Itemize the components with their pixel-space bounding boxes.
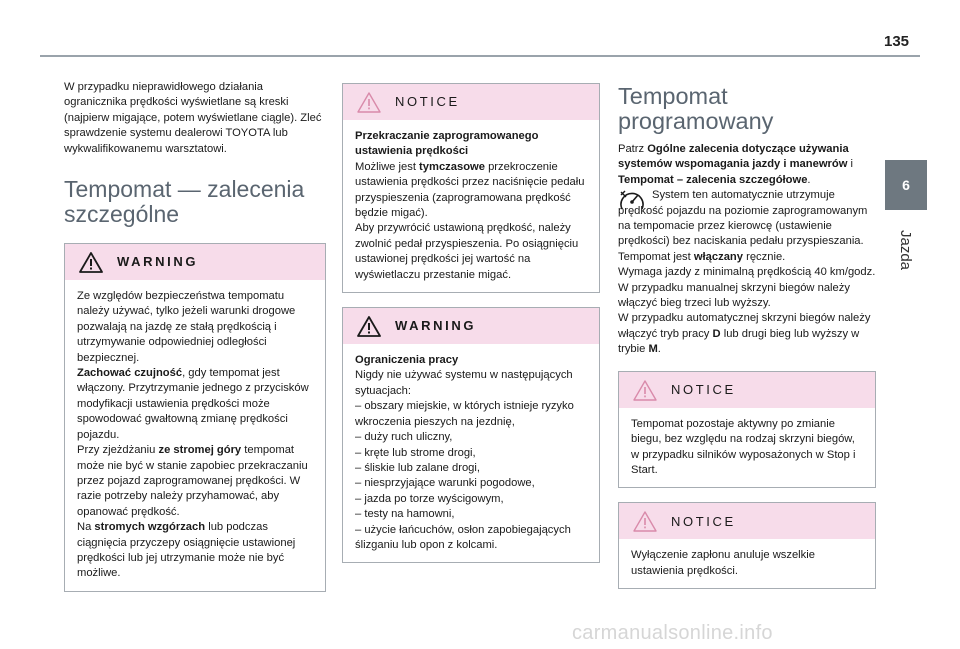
warning-box [64, 243, 326, 592]
notice-header-2 [619, 372, 875, 408]
warning2-bold-1: Ograniczenia pracy [355, 354, 459, 367]
warning-triangle-icon [633, 379, 657, 401]
intro-reference [618, 142, 876, 188]
ref-span-e: . [807, 173, 811, 186]
system-description-text: System ten automatycznie utrzymuje prędkość pojazdu na poziomie zaprogramowanym na tempomacie przez kierowcę (ustawienie prędkości) bez naciskania pedału przyspieszania. [618, 189, 868, 248]
warning-body [65, 280, 325, 591]
notice-text-2 [355, 160, 589, 222]
list-item: – testy na hamowni, [355, 508, 455, 521]
list-item: – obszary miejskie, w których istnieje ryzyko wkroczenia pieszych na jezdnię, [355, 400, 574, 428]
warning-title: WARNING [117, 254, 199, 270]
act-span-c: ręcznie. [743, 250, 786, 263]
column-1 [64, 80, 326, 592]
warning-box-2 [342, 307, 600, 563]
chapter-tab: 6 [885, 160, 927, 210]
notice-body-3 [619, 539, 875, 588]
manual-gearbox-text: W przypadku manualnej skrzyni biegów należy włączyć bieg trzeci lub wyższy. [618, 281, 850, 310]
auto-span-a: W przypadku automatycznej skrzyni biegów należy włączyć tryb pracy [618, 312, 871, 340]
notice-span-2b: przekroczenie ustawienia prędkości przez naciśnięcie pedału przyspieszenia (zaprogramowana prędkość będzie migać). [355, 160, 585, 220]
notice-title-3: NOTICE [671, 513, 736, 529]
warning-text-3 [77, 443, 315, 520]
notice-header [343, 84, 599, 120]
column-3 [618, 84, 876, 589]
notice-text: Tempomat pozostaje aktywny po zmianie biegu, bez względu na rodzaj skrzyni biegów, w przypadku silników wyposażonych w Stop i Start. [631, 417, 856, 476]
warning-bold-4: stromych wzgórzach [94, 521, 206, 534]
warning-span-3a: Przy zjeżdżaniu [77, 444, 159, 457]
notice-text-3: Wyłączenie zapłonu anuluje wszelkie ustawienia prędkości. [631, 549, 815, 577]
notice-header-3 [619, 503, 875, 539]
warning-bold-2: Zachować czujność [77, 367, 183, 380]
speedometer-icon [618, 188, 646, 214]
warning-span-4b: lub podczas ciągnięcia przyczepy osiągnięcie ustawionej prędkości lub jej utrzymanie może nie być możliwe. [77, 521, 296, 580]
chapter-label: Jazda [897, 230, 914, 271]
intro-paragraph: W przypadku nieprawidłowego działania ogranicznika prędkości wyświetlane są kreski (najpierw migające, potem wyświetlane ciągle). Zleć sprawdzenie systemu dealerowi TOYOTA lub wykwalifikowanemu warsztatowi. [64, 81, 322, 155]
ref-bold-b: Ogólne zalecenia dotyczące używania systemów wspomagania jazdy i manewrów [618, 143, 849, 171]
notice-bold-1: Przekraczanie zaprogramowanego ustawienia prędkości [355, 130, 539, 158]
warning-text-2 [77, 366, 315, 443]
notice-title-2: NOTICE [671, 381, 736, 397]
warning-triangle-icon [79, 251, 103, 273]
notice-title: NOTICE [395, 94, 460, 110]
warning2-bold-title [355, 353, 589, 368]
warning-span-2: , gdy tempomat jest włączony. Przytrzymanie jednego z przycisków modyfikacji ustawienia prędkości może spowodować gwałtowną zmianę prędkości pojazdu. [77, 367, 309, 441]
auto-span-e: . [657, 343, 661, 356]
warning-span-4a: Na [77, 521, 95, 534]
list-item: – użycie łańcuchów, osłon zapobiegających ślizganiu lub opon z kolcami. [355, 523, 571, 551]
list-item: – śliskie lub zalane drogi, [355, 461, 480, 474]
ref-bold-d: Tempomat – zalecenia szczegółowe [618, 173, 808, 186]
min-speed-text: Wymaga jazdy z minimalną prędkością 40 km/godz. [618, 266, 876, 279]
activation-text [618, 250, 876, 265]
act-bold-b: włączany [693, 250, 743, 263]
list-item: – kręte lub strome drogi, [355, 446, 476, 459]
notice-bold-2: tymczasowe [419, 160, 485, 173]
auto-bold-d: M [648, 343, 658, 356]
warning-span-3b: tempomat może nie być w stanie zapobiec przekraczaniu przez pojazd zaprogramowanej prędkości. W razie potrzeby należy przyhamować, aby opanować prędkość. [77, 444, 308, 518]
auto-span-c: lub drugi bieg lub wyższy w trybie [618, 327, 860, 356]
warning2-text-2: Nigdy nie używać systemu w następujących sytuacjach: [355, 369, 573, 397]
ref-span-a: Patrz [618, 143, 648, 155]
column-2 [342, 80, 600, 563]
watermark-text: carmanualsonline.info [572, 622, 773, 644]
warning-text-4 [77, 520, 315, 582]
warning-header [65, 244, 325, 280]
act-span-a: Tempomat jest [618, 250, 694, 263]
notice-box-2 [618, 371, 876, 489]
auto-gearbox-text [618, 311, 876, 357]
warning-triangle-icon [633, 510, 657, 532]
notice-text-3: Aby przywrócić ustawioną prędkość, należy zwolnić pedał przyspieszenia. Po osiągnięciu ustawionej prędkości jej wartość na wyświetlaczu przestanie migać. [355, 222, 579, 281]
warning-triangle-icon [357, 91, 381, 113]
header-rule [40, 55, 920, 57]
list-item: – duży ruch uliczny, [355, 431, 453, 444]
notice-box [342, 83, 600, 293]
list-item: – jazda po torze wyścigowym, [355, 492, 504, 505]
notice-box-3 [618, 502, 876, 589]
notice-span-2a: Możliwe jest [355, 160, 420, 173]
warning-title-2: WARNING [395, 318, 477, 334]
section-heading: Tempomat — zalecenia szczególne [64, 176, 305, 228]
page-number: 135 [884, 33, 910, 50]
notice-bold-title [355, 129, 589, 160]
auto-bold-b: D [712, 327, 721, 340]
warning-triangle-icon [357, 315, 381, 337]
warning-body-2 [343, 344, 599, 562]
system-description [618, 188, 876, 250]
warning-header-2 [343, 308, 599, 344]
notice-body [343, 120, 599, 292]
section-heading-2: Tempomat programowany [618, 83, 774, 134]
warning-bold-3: ze stromej góry [158, 444, 242, 457]
list-item: – niesprzyjające warunki pogodowe, [355, 477, 535, 490]
ref-span-c: i [847, 158, 854, 171]
warning-text-1: Ze względów bezpieczeństwa tempomatu należy używać, tylko jeżeli warunki drogowe pozwalają na jazdę ze stałą prędkością i utrzymywanie odpowiedniej odległości bezpiecznej. [77, 290, 296, 364]
notice-body-2 [619, 408, 875, 488]
